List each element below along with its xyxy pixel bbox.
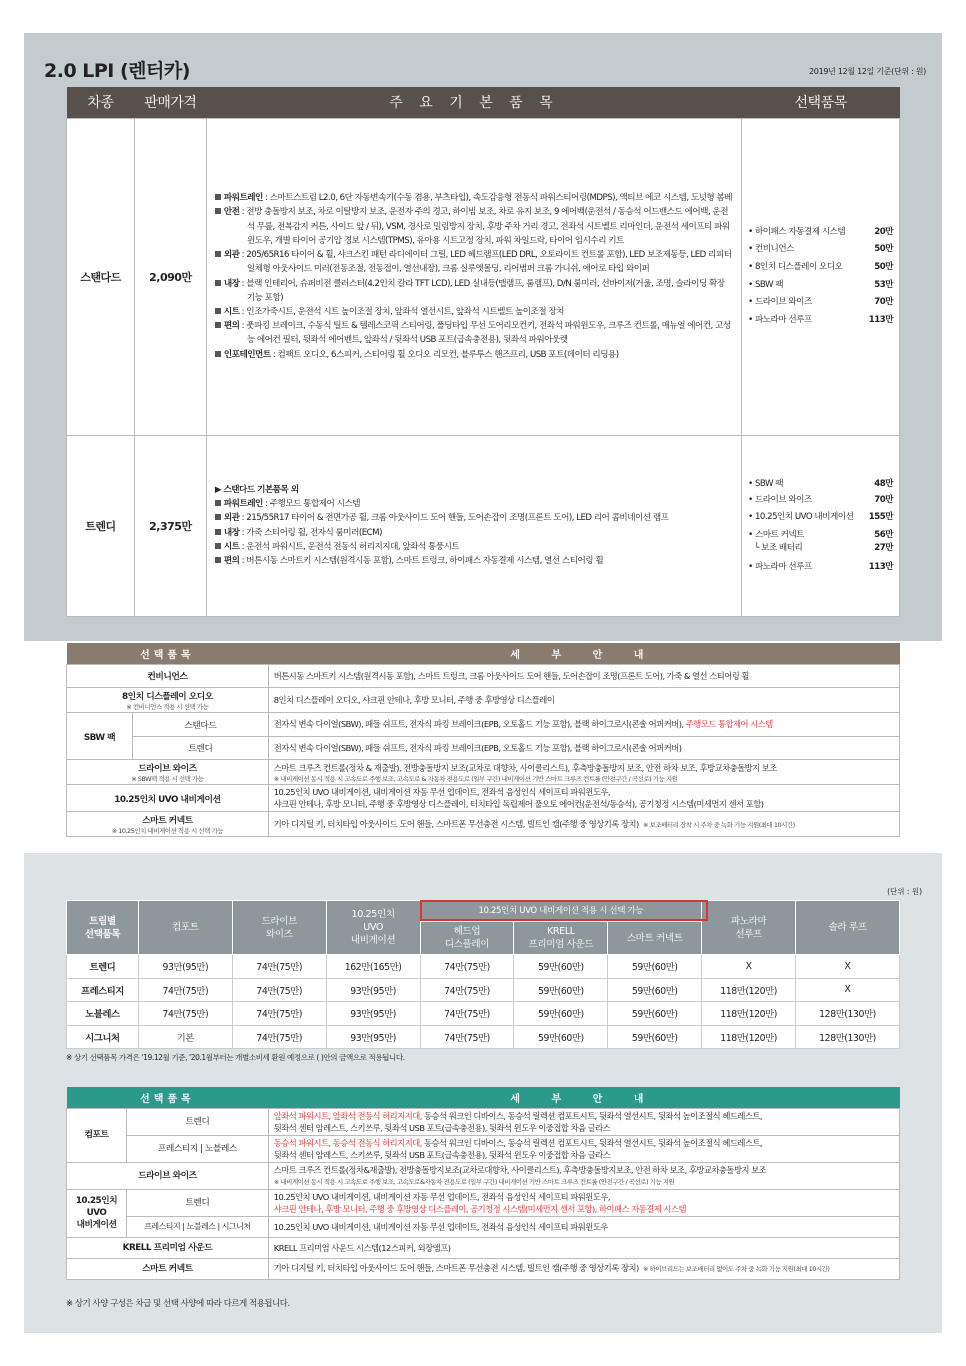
col-comfort: 컴포트 [138, 901, 232, 955]
trim-row-standard [67, 118, 900, 435]
feature-item: 인포테인먼트 : 컴팩트 오디오, 6스피커, 스티어링 휠 오디오 리모컨, 블루투스 핸즈프리, USB 포트(데이터 리딩용) [215, 348, 733, 362]
option-label: 10.25인치 UVO 내비게이션 [67, 785, 269, 812]
feature-item: 내장 : 블랙 인테리어, 슈퍼비전 클러스터(4.2인치 칼라 TFT LCD), LED 실내등(맵램프, 룸램프), D/N 룸미러, 선바이저(거울, 조명, 슬라이딩 확장 기능 포함) [215, 277, 733, 305]
feature-item: 내장 : 가죽 스티어링 휠, 전자식 룸미러(ECM) [215, 526, 733, 540]
col-nav-group: 10.25인치 UVO 내비게이션 적용 시 선택 가능 [420, 901, 702, 922]
option-sublabel: 트렌디 [126, 1108, 268, 1135]
trim-price: 2,090만 [134, 118, 206, 435]
bullet-square-icon [215, 208, 221, 214]
option-detail: 전자식 변속 다이얼(SBW), 패들 쉬프트, 전자식 파킹 브레이크(EPB, 오토홀드 기능 포함), 블랙 하이그로시(콘솔 어퍼커버), 주행모드 통합제어 시스템 [268, 713, 899, 737]
feature-item: 외관 : 205/65R16 타이어 & 휠, 샤크스킨 패턴 라디에이터 그릴, LED 헤드램프(LED DRL, 오토라이트 컨트롤 포함), LED 보조제동등, LED 리피터 일체형 아웃사이드 미러(전동조절, 전동접이, 열선내장), 크롬 실루엣몰딩, 리어범퍼 크롬 가니쉬, 에어로 타입 와이퍼 [215, 248, 733, 276]
feature-item: 외관 : 215/55R17 타이어 & 전면가공 휠, 크롬 아웃사이드 도어 핸들, 도어손잡이 조명(프론트 도어), LED 리어 콤비네이션 램프 [215, 511, 733, 525]
spec-note: ※ 상기 사양 구성은 차급 및 선택 사양에 따라 다르게 적용됩니다. [66, 1298, 290, 1308]
feature-item: ▶ 스탠다드 기본품목 외 [214, 484, 299, 495]
option-detail: 앞좌석 파워시트, 앞좌석 전동식 허리지지대, 동승석 워크인 디바이스, 동승석 릴렉션 컴포트시트, 뒷좌석 열선시트, 뒷좌석 높이조절식 헤드레스트, 뒷좌석 센터 암레스트, 스키쓰루, 뒷좌석 USB 포트(급속충전용), 뒷좌석 윈도우 이중접합 차음 글라스 [268, 1108, 899, 1135]
option-label: 10.25인치 UVO 내비게이션 [67, 1189, 127, 1237]
col-trim: 차종 [67, 87, 135, 118]
option-item: • 파노라마 선루프 113만 [748, 562, 893, 572]
trim-name: 트렌디 [67, 435, 135, 616]
option-label: KRELL 프리미엄 사운드 [67, 1237, 269, 1258]
feature-item: 시트 : 운전석 파워시트, 운전석 전동식 허리지지대, 앞좌석 통풍시트 [215, 540, 733, 554]
col-smart-connect: 스마트 커넥트 [608, 922, 702, 955]
option-sublabel: 트렌디 [126, 1189, 268, 1216]
option-label: 스마트 커넥트 ※ 10.25인치 내비게이션 적용 시 선택 가능 [67, 812, 269, 837]
feature-item: 편의 : 버튼시동 스마트키 시스템(원격시동 포함), 스마트 트렁크, 하이패스 자동결제 시스템, 열선 스티어링 휠 [215, 554, 733, 568]
option-item: • 하이패스 자동결제 시스템 20만 [748, 226, 893, 237]
option-detail-table-2 [66, 1087, 900, 1280]
col-hud: 헤드업 디스플레이 [420, 922, 514, 955]
option-label: 컨비니언스 [67, 664, 269, 688]
option-detail: 스마트 크루즈 컨트롤(정차 & 재출발), 전방충돌방지 보조(교차로 대향차, 사이클리스트), 후측방충돌방지 보조, 안전 하차 보조, 후방교차충돌방지 보조 ※ 내비게이션 동시 적용 시 고속도로 주행 보조, 고속도로 & 자동차 전용도로 (일부 구간) 내비게이션 기반 스마트 크루즈 컨트롤 (안전구간 / 곡선로) 기능 지원 [268, 760, 899, 785]
col-detail: 세 부 안 내 [268, 643, 899, 664]
option-detail: 기아 디지털 키, 터치타입 아웃사이드 도어 핸들, 스마트폰 무선충전 시스템, 빌트인 캠(주행 중 영상기록 장치) ※ 하이브리드는 보조배터리 없이도 주차 중 녹화 기능 지원(최대 10시간) [268, 1258, 899, 1279]
option-item: • 스마트 커넥트 56만 [748, 530, 893, 540]
option-detail: 8인치 디스플레이 오디오, 샤크핀 안테나, 후방 모니터, 주행 중 후방영상 디스플레이 [268, 688, 899, 713]
option-price-table [66, 900, 900, 1049]
page-title: 2.0 LPI (렌터카) [44, 60, 190, 82]
bullet-square-icon [215, 308, 221, 314]
option-detail-table [66, 643, 900, 837]
col-krell: KRELL 프리미엄 사운드 [514, 922, 608, 955]
option-detail: 기아 디지털 키, 터치타입 아웃사이드 도어 핸들, 스마트폰 무선충전 시스템, 빌트인 캠(주행 중 영상기록 장치) ※ 보조배터리 장착 시 주차 중 녹화 기능 지원(최대 10시간) [268, 812, 899, 837]
col-detail: 세 부 안 내 [268, 1087, 899, 1108]
option-sublabel: 트렌디 [132, 736, 268, 760]
option-label: SBW 팩 [67, 713, 133, 760]
table-row: 프레스티지 74만(75만) 74만(75만) 93만(95만) 74만(75만) 59만(60만) 59만(60만) 118만(120만) X [67, 978, 900, 1002]
bullet-square-icon [215, 280, 221, 286]
option-list [742, 118, 900, 435]
option-detail: 동승석 파워시트, 동승석 전동식 허리지지대, 동승석 워크인 디바이스, 동승석 릴렉션 컴포트시트, 뒷좌석 열선시트, 뒷좌석 높이조절식 헤드레스트, 뒷좌석 센터 암레스트, 스키쓰루, 뒷좌석 USB 포트(급속충전용), 뒷좌석 윈도우 이중접합 차음 글라스 [268, 1135, 899, 1162]
bullet-square-icon [215, 351, 221, 357]
trim-name: 스탠다드 [67, 118, 135, 435]
table-row: 노블레스 74만(75만) 74만(75만) 93만(95만) 74만(75만) 59만(60만) 59만(60만) 118만(120만) 128만(130만) [67, 1002, 900, 1026]
option-label: 스마트 커넥트 [67, 1258, 269, 1279]
col-option: 선택품목 [67, 1087, 269, 1108]
feature-item: 파워트레인 : 주행모드 통합제어 시스템 [215, 497, 733, 511]
option-item: • 드라이브 와이즈 70만 [748, 297, 893, 308]
option-detail: 버튼시동 스마트키 시스템(원격시동 포함), 스마트 트렁크, 크롬 아웃사이드 도어 핸들, 도어손잡이 조명(프론트 도어), 가죽 & 열선 스티어링 휠 [268, 664, 899, 688]
bullet-square-icon [215, 514, 221, 520]
bullet-square-icon [215, 500, 221, 506]
option-sublabel: 스탠다드 [132, 713, 268, 737]
option-detail: 전자식 변속 다이얼(SBW), 패들 쉬프트, 전자식 파킹 브레이크(EPB, 오토홀드 기능 포함), 블랙 하이그로시(콘솔 어퍼커버) [268, 736, 899, 760]
col-nav: 10.25인치 UVO 내비게이션 [326, 901, 420, 955]
bullet-square-icon [215, 557, 221, 563]
option-item: • 드라이브 와이즈 70만 [748, 495, 893, 505]
price-date: 2019년 12월 12일 기준(단위 : 원) [809, 67, 926, 76]
option-label: 컴포트 [67, 1108, 127, 1162]
trim-row-trendy [67, 435, 900, 616]
bullet-square-icon [215, 322, 221, 328]
option-label: 8인치 디스플레이 오디오 ※ 컨비니언스 적용 시 선택 가능 [67, 688, 269, 713]
option-label: 드라이브 와이즈 [67, 1162, 269, 1189]
bullet-square-icon [215, 529, 221, 535]
option-item: └ 보조 배터리 27만 [754, 543, 893, 553]
option-item: • 컨비니언스 50만 [748, 244, 893, 255]
option-detail: 10.25인치 UVO 내비게이션, 내비게이션 자동 무선 업데이트, 전좌석 음성인식 세이프티 파워윈도우, 샤크핀 안테나, 후방 모니터, 주행 중 후방영상 디스플레이, 공기청정 시스템(미세먼지 센서 포함), 하이패스 자동결제 시스템 [268, 1189, 899, 1216]
price-note: ※ 상기 선택품목 가격은 '19.12월 기준, '20.1월부터는 개별소비세 환원 예정으로 ( )안의 금액으로 적용됩니다. [66, 1053, 405, 1062]
option-detail: 10.25인치 UVO 내비게이션, 내비게이션 자동 무선 업데이트, 전좌석 음성인식 세이프티 파워윈도우 [268, 1216, 899, 1237]
highlight-box [420, 900, 708, 921]
feature-list [206, 118, 741, 435]
col-price: 판매가격 [134, 87, 206, 118]
col-panorama: 파노라마 선루프 [702, 901, 796, 955]
table-row: 시그니처 기본 74만(75만) 93만(95만) 74만(75만) 59만(60만) 59만(60만) 118만(120만) 128만(130만) [67, 1025, 900, 1049]
option-detail: 스마트 크루즈 컨트롤(정차&재출발), 전방충돌방지보조(교차로대향차, 사이클리스트), 후측방충돌방지보조, 안전 하차 보조, 후방교차충돌방지 보조 ※ 내비게이션 동시 적용 시 고속도로 주행 보조, 고속도로&자동차 전용도로 (일부 구간) 내비게이션 기반 스마트 크루즈 컨트롤 (안전구간 / 곡선로) 기능 지원 [268, 1162, 899, 1189]
unit-label: (단위 : 원) [887, 887, 922, 896]
col-option: 선택품목 [67, 643, 269, 664]
option-list [742, 435, 900, 616]
option-sublabel: 프레스티지 | 노블레스 | 시그니처 [126, 1216, 268, 1237]
bullet-square-icon [215, 194, 221, 200]
option-label: 드라이브 와이즈 ※ SBW팩 적용 시 선택 가능 [67, 760, 269, 785]
bullet-square-icon [215, 543, 221, 549]
option-detail: KRELL 프리미엄 사운드 시스템(12스피커, 외장앰프) [268, 1237, 899, 1258]
col-trim: 트림별 선택품목 [67, 901, 139, 955]
col-drivewise: 드라이브 와이즈 [232, 901, 326, 955]
feature-item: 편의 : 풋파킹 브레이크, 수동식 틸트 & 텔레스코픽 스티어링, 폴딩타입 무선 도어리모컨키, 전좌석 파워윈도우, 크루즈 컨트롤, 매뉴얼 에어컨, 고성능 에어컨 필터, 뒷좌석 에어벤트, 앞좌석 / 뒷좌석 USB 포트(급속충전용), 뒷좌석 파워아웃렛 [215, 319, 733, 347]
feature-item: 안전 : 전방 충돌방지 보조, 차로 이탈방지 보조, 운전자 주의 경고, 하이빔 보조, 차로 유지 보조, 9 에어백(운전석 / 동승석 어드밴스드 에어백, 운전석 무릎, 전복감지 커튼, 사이드 앞 / 뒤), VSM, 경사로 밀림방지 장치, 후방 주차 거리 경고, 전좌석 시트벨트 리마인더, 운전석 세이프티 파워 윈도우, 개별 타이어 공기압 경보 시스템(TPMS), 유아용 시트고정 장치, 파워 차일드락, 타이어 임시수리 키트 [215, 205, 733, 248]
option-detail: 10.25인치 UVO 내비게이션, 내비게이션 자동 무선 업데이트, 전좌석 음성인식 세이프티 파워윈도우, 샤크핀 안테나, 후방 모니터, 주행 중 후방영상 디스플레이, 터치타입 독립제어 풀오토 에어컨(운전석/동승석), 공기청정 시스템(미세먼지 센서 포함) [268, 785, 899, 812]
option-item: • SBW 팩 53만 [748, 279, 893, 290]
feature-item: 시트 : 인조가죽시트, 운전석 시트 높이조절 장치, 앞좌석 열선시트, 앞좌석 시트벨트 높이조절 장치 [215, 305, 733, 319]
option-item: • 파노라마 선루프 113만 [748, 314, 893, 325]
bullet-square-icon [215, 251, 221, 257]
option-sublabel: 프레스티지 | 노블레스 [126, 1135, 268, 1162]
feature-list [206, 435, 741, 616]
trim-table [66, 87, 900, 617]
option-item: • 8인치 디스플레이 오디오 50만 [748, 261, 893, 272]
col-solar: 솔라 루프 [796, 901, 900, 955]
col-options: 선택품목 [742, 87, 900, 118]
option-item: • SBW 팩 48만 [748, 478, 893, 489]
table-row: 트렌디 93만(95만) 74만(75만) 162만(165만) 74만(75만) 59만(60만) 59만(60만) X X [67, 955, 900, 979]
option-item: • 10.25인치 UVO 내비게이션 155만 [748, 511, 893, 522]
feature-item: 파워트레인 : 스마트스트림 L2.0, 6단 자동변속기(수동 겸용, 부츠타입), 속도감응형 전동식 파워스티어링(MDPS), 액티브 에코 시스템, 도넛형 봄베 [215, 191, 733, 205]
col-features: 주 요 기 본 품 목 [206, 87, 741, 118]
trim-price: 2,375만 [134, 435, 206, 616]
